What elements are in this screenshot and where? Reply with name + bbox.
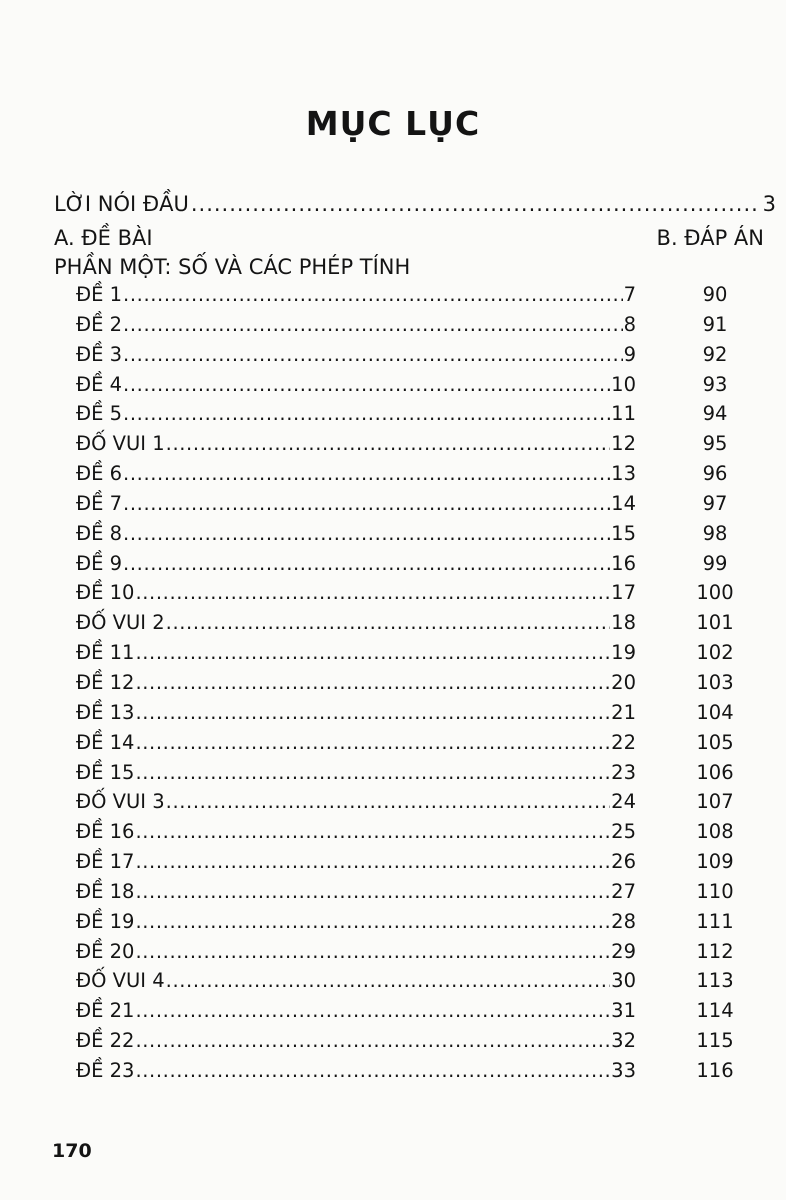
toc-entry-main (76, 611, 636, 634)
toc-entry-main (76, 940, 636, 963)
entry-page: 14 (611, 491, 636, 515)
entry-label: ĐỀ 1 (76, 283, 123, 306)
entry-answer-page: 112 (696, 939, 734, 963)
dot-leader (166, 969, 611, 992)
toc-entry (76, 940, 766, 970)
toc-entry (76, 581, 766, 611)
entry-page: 8 (623, 312, 636, 336)
section-a-heading: A. ĐỀ BÀI (54, 226, 153, 250)
toc-entry (76, 313, 766, 343)
entry-page: 29 (611, 939, 636, 963)
entry-answer-page: 94 (702, 402, 728, 426)
toc-entry (76, 1029, 766, 1059)
dot-leader (135, 701, 610, 724)
entry-page: 33 (611, 1058, 636, 1082)
toc-entry-main (76, 402, 636, 425)
entry-page: 30 (611, 969, 636, 993)
entry-label: ĐỀ 12 (76, 670, 135, 694)
entry-page: 28 (611, 909, 636, 933)
entry-page: 25 (611, 820, 636, 844)
entry-page: 24 (611, 790, 636, 814)
toc-entry-main (76, 641, 636, 664)
dot-leader (123, 402, 610, 425)
dot-leader (166, 611, 611, 634)
dot-leader (135, 999, 610, 1022)
toc-entry (76, 671, 766, 701)
entry-answer-page: 95 (702, 432, 728, 456)
entry-label: ĐỀ 8 (76, 521, 123, 545)
page-number: 170 (52, 1140, 92, 1162)
dot-leader (123, 552, 610, 575)
entry-label: ĐỀ 20 (76, 939, 135, 963)
dot-leader (135, 850, 610, 873)
entry-label: ĐỀ 3 (76, 342, 123, 366)
toc-entry (76, 790, 766, 820)
dot-leader (135, 910, 610, 933)
entry-label: ĐỀ 5 (76, 402, 123, 426)
dot-leader (135, 731, 610, 754)
entry-label: ĐỀ 19 (76, 909, 135, 933)
toc-entry-main (76, 820, 636, 843)
entry-page: 23 (611, 760, 636, 784)
entry-answer-page: 108 (696, 820, 734, 844)
entry-page: 10 (611, 372, 636, 396)
entry-page: 11 (611, 402, 636, 426)
dot-leader (135, 761, 610, 784)
toc-entry-main (76, 701, 636, 724)
entry-page: 32 (611, 1029, 636, 1053)
entry-page: 19 (611, 641, 636, 665)
entry-label: ĐỀ 22 (76, 1029, 135, 1053)
toc-entries (76, 283, 766, 1089)
entry-answer-page: 96 (702, 462, 728, 486)
entry-page: 9 (623, 342, 636, 366)
entry-answer-page: 92 (702, 342, 728, 366)
entry-page: 21 (611, 700, 636, 724)
dot-leader (123, 462, 610, 485)
entry-page: 18 (611, 611, 636, 635)
entry-answer-page: 105 (696, 730, 734, 754)
dot-leader (135, 1059, 610, 1082)
entry-label: ĐỐ VUI 4 (76, 969, 165, 993)
toc-entry (76, 641, 766, 671)
toc-entry (76, 820, 766, 850)
entry-answer-page: 93 (702, 372, 728, 396)
entry-label: ĐỀ 9 (76, 551, 123, 575)
dot-leader (123, 283, 623, 306)
toc-entry (76, 761, 766, 791)
entry-label: ĐỀ 21 (76, 999, 135, 1023)
dot-leader (123, 313, 623, 336)
entry-label: ĐỐ VUI 3 (76, 790, 165, 814)
entry-page: 31 (611, 999, 636, 1023)
toc-entry-main (76, 850, 636, 873)
entry-label: ĐỀ 17 (76, 850, 135, 874)
entry-page: 13 (611, 462, 636, 486)
toc-entry (76, 492, 766, 522)
entry-label: ĐỀ 18 (76, 879, 135, 903)
toc-entry (76, 910, 766, 940)
entry-page: 12 (611, 432, 636, 456)
entry-label: ĐỀ 11 (76, 641, 135, 665)
entry-label: ĐỀ 4 (76, 372, 123, 396)
toc-entry-main (76, 880, 636, 903)
entry-label: ĐỀ 14 (76, 730, 135, 754)
toc-entry (76, 462, 766, 492)
toc-entry (76, 432, 766, 462)
section-b-heading: B. ĐÁP ÁN (656, 226, 764, 250)
entry-label: ĐỀ 7 (76, 491, 123, 515)
toc-entry-main (76, 492, 636, 515)
dot-leader (166, 432, 611, 455)
toc-entry-main (76, 999, 636, 1022)
entry-answer-page: 103 (696, 670, 734, 694)
toc-entry-main (76, 761, 636, 784)
toc-entry-main (76, 373, 636, 396)
toc-entry-main (76, 581, 636, 604)
entry-page: 15 (611, 521, 636, 545)
toc-entry-main (76, 313, 636, 336)
toc-entry (76, 731, 766, 761)
entry-answer-page: 100 (696, 581, 734, 605)
toc-entry (76, 701, 766, 731)
entry-answer-page: 116 (696, 1058, 734, 1082)
entry-answer-page: 111 (696, 909, 734, 933)
entry-label: ĐỐ VUI 2 (76, 611, 165, 635)
entry-page: 20 (611, 670, 636, 694)
dot-leader (135, 671, 610, 694)
dot-leader (123, 492, 610, 515)
toc-entry-main (76, 552, 636, 575)
entry-label: ĐỀ 6 (76, 462, 123, 486)
toc-entry (76, 999, 766, 1029)
entry-answer-page: 115 (696, 1029, 734, 1053)
dot-leader (135, 641, 610, 664)
toc-entry-main (76, 671, 636, 694)
toc-entry-main (76, 432, 636, 455)
toc-entry-main (76, 1029, 636, 1052)
entry-answer-page: 110 (696, 879, 734, 903)
dot-leader (123, 373, 610, 396)
entry-answer-page: 106 (696, 760, 734, 784)
entry-answer-page: 104 (696, 700, 734, 724)
toc-entry-main (76, 462, 636, 485)
dot-leader (191, 192, 761, 216)
dot-leader (135, 1029, 610, 1052)
toc-entry (76, 373, 766, 403)
entry-answer-page: 113 (696, 969, 734, 993)
part-heading: PHẦN MỘT: SỐ VÀ CÁC PHÉP TÍNH (54, 255, 411, 279)
entry-label: ĐỀ 16 (76, 820, 135, 844)
dot-leader (135, 581, 610, 604)
entry-page: 17 (611, 581, 636, 605)
toc-entry (76, 402, 766, 432)
toc-entry-main (76, 343, 636, 366)
toc-entry-main (76, 969, 636, 992)
toc-entry (76, 552, 766, 582)
entry-page: 16 (611, 551, 636, 575)
dot-leader (166, 790, 611, 813)
toc-entry-main (76, 790, 636, 813)
intro-page: 3 (762, 192, 776, 216)
dot-leader (123, 522, 610, 545)
toc-intro-row (54, 192, 776, 224)
toc-entry (76, 522, 766, 552)
entry-page: 7 (623, 283, 636, 306)
entry-answer-page: 101 (696, 611, 734, 635)
entry-answer-page: 114 (696, 999, 734, 1023)
entry-answer-page: 91 (702, 312, 728, 336)
toc-entry-main (76, 731, 636, 754)
entry-page: 26 (611, 850, 636, 874)
entry-label: ĐỐ VUI 1 (76, 432, 165, 456)
entry-label: ĐỀ 2 (76, 312, 123, 336)
entry-answer-page: 109 (696, 850, 734, 874)
dot-leader (135, 940, 610, 963)
entry-answer-page: 97 (702, 491, 728, 515)
toc-entry (76, 611, 766, 641)
toc-entry (76, 969, 766, 999)
page-title: MỤC LỤC (305, 104, 481, 143)
toc-entry-main (76, 283, 636, 306)
toc-entry (76, 283, 766, 313)
toc-entry-main (76, 910, 636, 933)
entry-label: ĐỀ 15 (76, 760, 135, 784)
entry-label: ĐỀ 23 (76, 1058, 135, 1082)
entry-answer-page: 107 (696, 790, 734, 814)
toc-entry-main (76, 1059, 636, 1082)
toc-entry (76, 880, 766, 910)
toc-entry-main (76, 522, 636, 545)
toc-entry (76, 850, 766, 880)
dot-leader (135, 880, 610, 903)
entry-answer-page: 98 (702, 521, 728, 545)
entry-label: ĐỀ 13 (76, 700, 135, 724)
entry-page: 22 (611, 730, 636, 754)
intro-label: LỜI NÓI ĐẦU (54, 192, 189, 216)
toc-entry (76, 1059, 766, 1089)
entry-answer-page: 90 (702, 283, 728, 306)
dot-leader (135, 820, 610, 843)
toc-entry (76, 343, 766, 373)
entry-answer-page: 102 (696, 641, 734, 665)
entry-page: 27 (611, 879, 636, 903)
entry-label: ĐỀ 10 (76, 581, 135, 605)
entry-answer-page: 99 (702, 551, 728, 575)
dot-leader (123, 343, 623, 366)
